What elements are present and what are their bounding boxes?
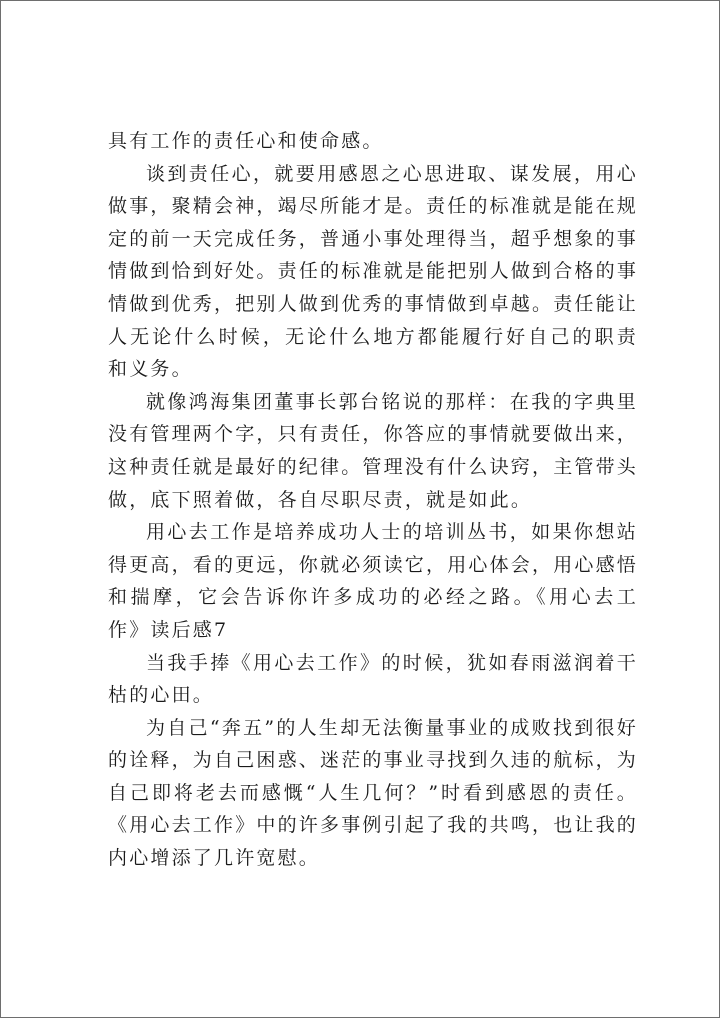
paragraph: [108, 386, 638, 516]
text-line: 的许多事例引起了我的共鸣，也让我的内心增添了几许宽慰。: [108, 814, 639, 870]
text-line: 自尽职尽责，就是如此。: [298, 488, 533, 511]
text-line: 释，为自己困惑、迷茫的事业寻找到久违的航标，为自己即将老: [108, 749, 639, 804]
text-line: 具有工作的责任心和使命感。: [108, 130, 384, 152]
text-line: 能履行好自己的职责和义务。: [108, 325, 638, 381]
text-line: 理两个字，只有责任，你答应的事情就要做出来，这种责任就是: [108, 423, 639, 478]
text-line: 成任务，普通小事处理得当，超乎想象的事情做到恰到好处。责: [108, 227, 639, 283]
paragraph: [108, 158, 638, 386]
paragraph: [108, 516, 638, 646]
text-line: 当我手捧《用心去工作》的时候，犹如春雨滋润着干枯的心: [108, 651, 638, 707]
text-line: 为自己“奔五”的人生却无法衡量事业的成败找到很好的诠: [108, 716, 638, 772]
text-line: 用心去工作是培养成功人士的培训丛书，如果你想站得更: [108, 521, 638, 576]
paragraph: [108, 647, 638, 712]
text-line: 就像鸿海集团董事长郭台铭说的那样：在我的字典里没有管: [108, 390, 638, 446]
text-line: 会告诉你许多成功的必经之路。《用心去工作》读后感7: [108, 586, 638, 641]
paragraph: [108, 712, 638, 875]
text-line: 最好的纪律。管理没有什么诀窍，主管带头做，底下照着做，各: [108, 455, 639, 511]
text-line: 谈到责任心，就要用感恩之心思进取、谋发展，用心做事，: [108, 162, 638, 218]
text-line: 去而感慨“人生几何？”时看到感恩的责任。《用心去工作》中: [108, 781, 638, 837]
text-line: 秀的事情做到卓越。责任能让人无论什么时候，无论什么地方都: [108, 292, 639, 348]
document-body: [108, 125, 638, 875]
text-line: 田。: [171, 684, 215, 707]
text-line: 任的标准就是能把别人做到合格的事情做到优秀，把别人做到优: [108, 260, 639, 315]
text-line: 高，看的更远，你就必须读它，用心体会，用心感悟和揣摩，它: [108, 553, 639, 609]
paragraph: [108, 125, 638, 158]
text-line: 聚精会神，竭尽所能才是。责任的标准就是能在规定的前一天完: [108, 195, 639, 250]
